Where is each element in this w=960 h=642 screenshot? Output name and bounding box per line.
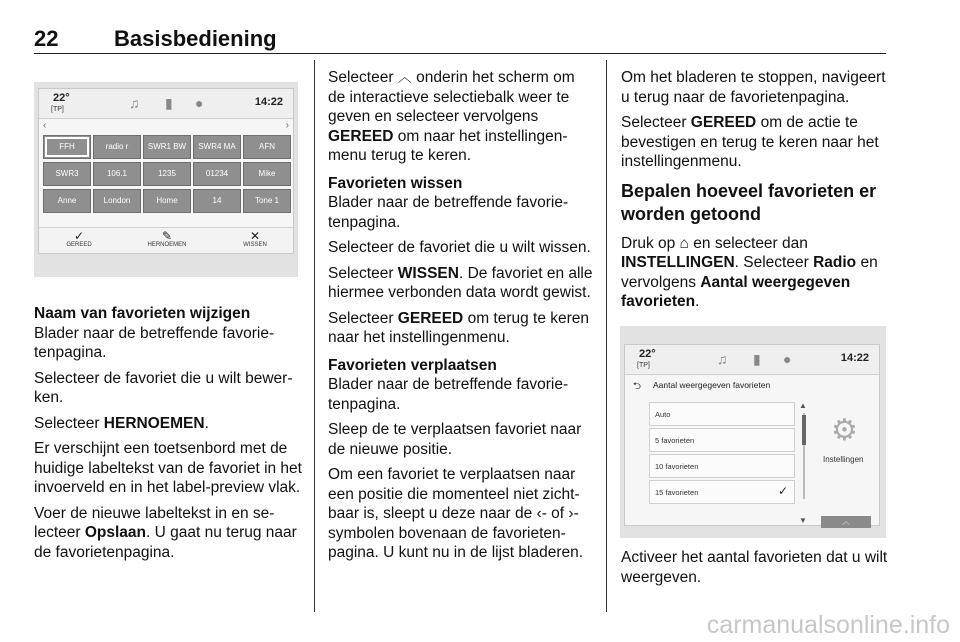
preset-button[interactable]: Mike (243, 162, 291, 186)
paragraph: Selecteer WISSEN. De favoriet en alle hiermee verbonden data wordt gewist. (328, 264, 593, 301)
chevron-up-icon[interactable]: ▲ (799, 401, 807, 410)
collapse-button[interactable] (821, 516, 871, 528)
page-nav (39, 120, 293, 134)
column-divider (314, 60, 315, 612)
paragraph: Selecteer de favoriet die u wilt bewerken. (34, 369, 293, 406)
column-2 (328, 68, 594, 569)
paragraph: Blader naar de betreffende favorietenpagina. (328, 376, 569, 413)
paragraph: Druk op ⌂ en selecteer dan INSTELLINGEN. Selecteer Radio en vervolgens Aantal weergegeven favorieten. (621, 234, 878, 310)
heading-count: Bepalen hoeveel favorieten er worden getoond (621, 180, 877, 224)
clock: 14:22 (840, 352, 869, 364)
scroll-thumb[interactable] (802, 415, 806, 445)
music-note-icon: ♫ (717, 351, 728, 367)
option-5[interactable]: 5 favorieten (649, 428, 795, 452)
clock: 14:22 (254, 96, 283, 108)
heading-move: Favorieten verplaatsen (328, 356, 497, 374)
paragraph: Selecteer de favoriet die u wilt wissen. (328, 239, 591, 256)
settings-label: Instellingen (823, 455, 864, 464)
page-number: 22 (34, 26, 59, 51)
preset-button[interactable]: SWR3 (43, 162, 91, 186)
scrollbar[interactable] (800, 401, 808, 525)
column-3 (621, 68, 889, 318)
option-15[interactable]: 15 favorieten ✓ (649, 480, 795, 504)
preset-button[interactable]: Anne (43, 189, 91, 213)
home-icon: ● (783, 351, 792, 367)
paragraph: Blader naar de betreffende favorietenpagina. (328, 194, 569, 231)
home-icon: ⌂ (679, 234, 689, 252)
preset-button[interactable]: SWR4 MA (193, 135, 241, 159)
settings-screenshot (620, 326, 886, 538)
status-bar (39, 89, 293, 119)
chevron-right-icon[interactable]: › (285, 120, 289, 131)
paragraph: Selecteer ︿ onderin het scherm om de interactieve selectiebalk weer te geven en selecteer vervolgens GEREED om naar het instellingenmenu terug te keren. (328, 69, 575, 164)
music-note-icon: ♫ (129, 95, 140, 111)
preset-button[interactable]: Tone 1 (243, 189, 291, 213)
watermark: carmanualsonline.info (706, 611, 950, 639)
option-10[interactable]: 10 favorieten (649, 454, 795, 478)
checkmark-icon: ✓ (73, 229, 85, 243)
interaction-bar (39, 227, 293, 253)
temperature: 22° (639, 348, 656, 360)
preset-button[interactable]: 106.1 (93, 162, 141, 186)
section-title: Basisbediening (114, 26, 277, 51)
chevron-right-icon: › (568, 505, 574, 522)
chevron-up-icon: ︿ (842, 517, 850, 526)
column-divider (606, 60, 607, 612)
chevron-left-icon: ‹ (536, 505, 542, 522)
paragraph: Activeer het aantal favorieten dat u wilt weergeven. (621, 549, 888, 586)
preset-button[interactable]: 1235 (143, 162, 191, 186)
preset-button[interactable]: London (93, 189, 141, 213)
preset-button[interactable]: 01234 (193, 162, 241, 186)
paragraph: Blader naar de betreffende favorietenpagina. (34, 324, 275, 361)
preset-button[interactable]: Home (143, 189, 191, 213)
infotainment-screen (624, 344, 880, 526)
paragraph: Er verschijnt een toetsenbord met de huidige labeltekst van de favoriet in het invoerveld en in het label-preview vlak. (34, 440, 302, 496)
done-button[interactable]: ✓ GEREED (49, 230, 109, 248)
heading-delete: Favorieten wissen (328, 174, 463, 192)
delete-button[interactable]: ✕ WISSEN (225, 230, 285, 248)
favorites-screenshot (34, 82, 298, 277)
paragraph: Om het bladeren te stoppen, navigeert u terug naar de favorietenpagina. (621, 69, 886, 106)
page-header (34, 26, 886, 54)
paragraph: Selecteer HERNOEMEN. (34, 414, 209, 432)
preset-button[interactable]: SWR1 BW (143, 135, 191, 159)
chevron-down-icon[interactable]: ▼ (799, 516, 807, 525)
screen-title-bar (625, 377, 879, 395)
temperature: 22° (53, 92, 70, 104)
paragraph: Voer de nieuwe labeltekst in en selecteer Opslaan. U gaat nu terug naar de favorietenpagina. (34, 504, 297, 561)
column-3-bottom (621, 548, 889, 593)
phone-icon: ▮ (165, 95, 173, 111)
heading-rename: Naam van favorieten wijzigen (34, 305, 251, 322)
paragraph: Sleep de te verplaatsen favoriet naar de nieuwe positie. (328, 421, 582, 458)
preset-button[interactable]: 14 (193, 189, 241, 213)
status-bar (625, 345, 879, 375)
preset-button[interactable]: AFN (243, 135, 291, 159)
option-auto[interactable]: Auto (649, 402, 795, 426)
paragraph: Selecteer GEREED om de actie te bevestigen en terug te keren naar het instellingenmenu. (621, 114, 879, 170)
paragraph: Selecteer GEREED om terug te keren naar het instellingenmenu. (328, 309, 590, 346)
preset-button[interactable]: radio r (93, 135, 141, 159)
pencil-icon: ✎ (161, 229, 173, 243)
gear-icon: ⚙ (831, 414, 858, 447)
phone-icon: ▮ (753, 351, 761, 367)
chevron-left-icon[interactable]: ‹ (43, 120, 47, 131)
checkmark-icon: ✓ (777, 484, 788, 498)
column-1 (34, 296, 302, 568)
rename-button[interactable]: ✎ HERNOEMEN (137, 230, 197, 248)
home-icon: ● (195, 95, 204, 111)
chevron-up-icon: ︿ (397, 69, 412, 85)
infotainment-screen (38, 88, 294, 254)
paragraph: Om een favoriet te verplaatsen naar een positie die momenteel niet zichtbaar is, sleept u deze naar de ‹- of ›-symbolen bovenaan de favorietenpagina. U kunt nu in de lijst bladeren. (328, 466, 584, 561)
preset-button[interactable]: FFH (43, 135, 91, 159)
close-icon: ✕ (249, 229, 261, 243)
back-arrow-icon[interactable]: ⮌ (633, 381, 642, 392)
tp-indicator: [TP] (51, 106, 64, 113)
tp-indicator: [TP] (637, 362, 650, 369)
screen-title: Aantal weergegeven favorieten (653, 380, 771, 390)
